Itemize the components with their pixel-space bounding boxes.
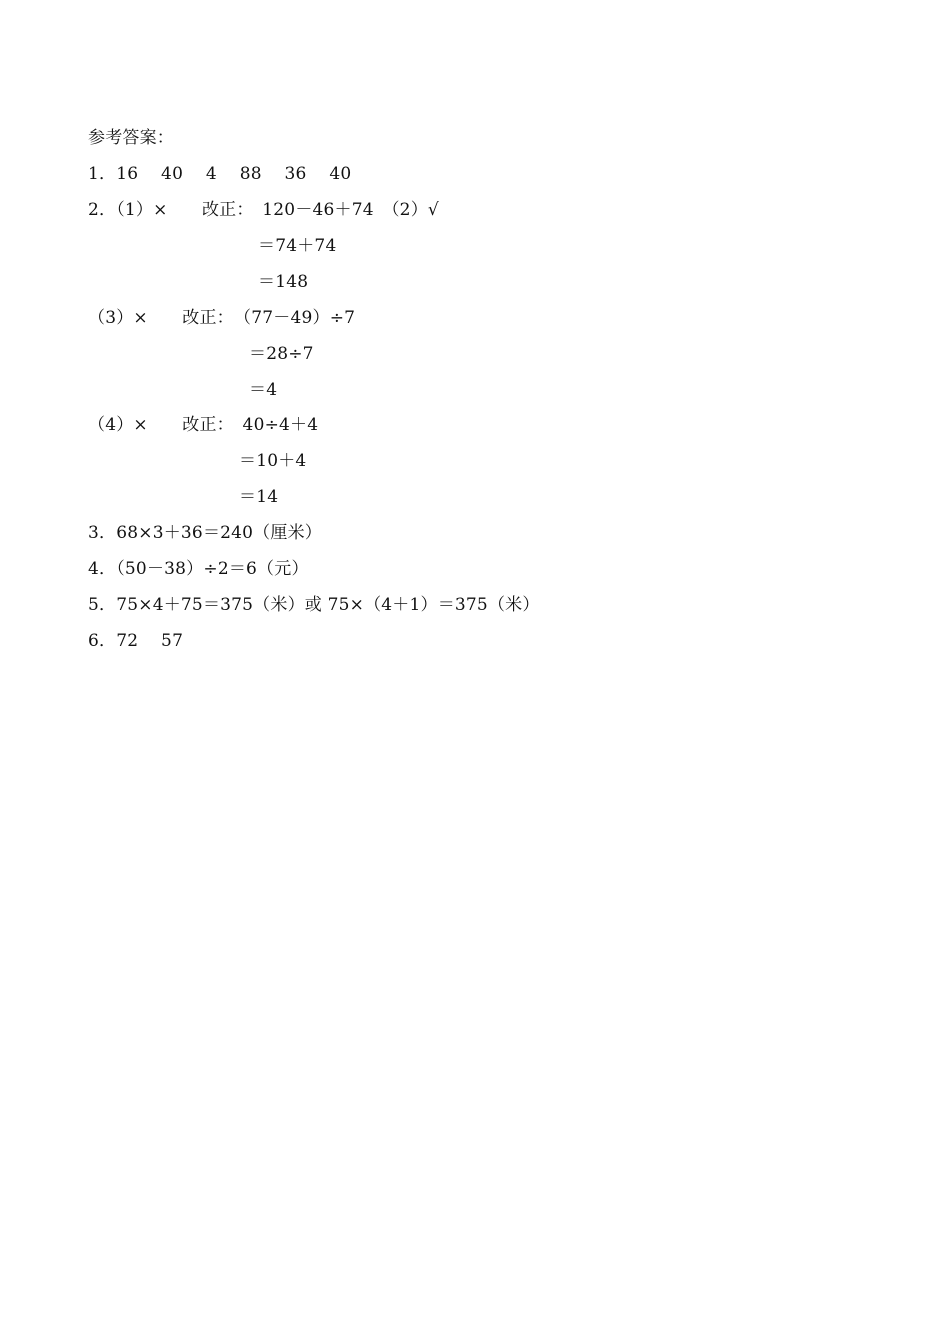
answer-2-part-3-step-1: ＝28÷7: [249, 344, 314, 364]
answer-2-part-3: （3）× 改正： （77－49）÷7: [88, 308, 356, 328]
answer-2-part-4-step-1: ＝10＋4: [239, 451, 307, 471]
answer-2-part-1-2: 2．（1）× 改正： 120－46＋74 （2）√: [88, 200, 439, 220]
answer-4: 4．（50－38）÷2＝6（元）: [88, 559, 309, 579]
answer-key-heading: 参考答案：: [88, 128, 174, 148]
answer-2-part-1-step-1: ＝74＋74: [258, 236, 337, 256]
answer-3: 3．68×3＋36＝240（厘米）: [88, 523, 322, 543]
answer-2-part-4: （4）× 改正： 40÷4＋4: [88, 415, 319, 435]
answer-2-part-1-step-2: ＝148: [258, 272, 309, 292]
answer-1: 1．16 40 4 88 36 40: [88, 164, 352, 184]
answer-5: 5．75×4＋75＝375（米）或 75×（4＋1）＝375（米）: [88, 595, 540, 615]
answer-2-part-3-step-2: ＝4: [249, 380, 278, 400]
answer-2-part-4-step-2: ＝14: [239, 487, 279, 507]
answer-6: 6．72 57: [88, 631, 184, 651]
